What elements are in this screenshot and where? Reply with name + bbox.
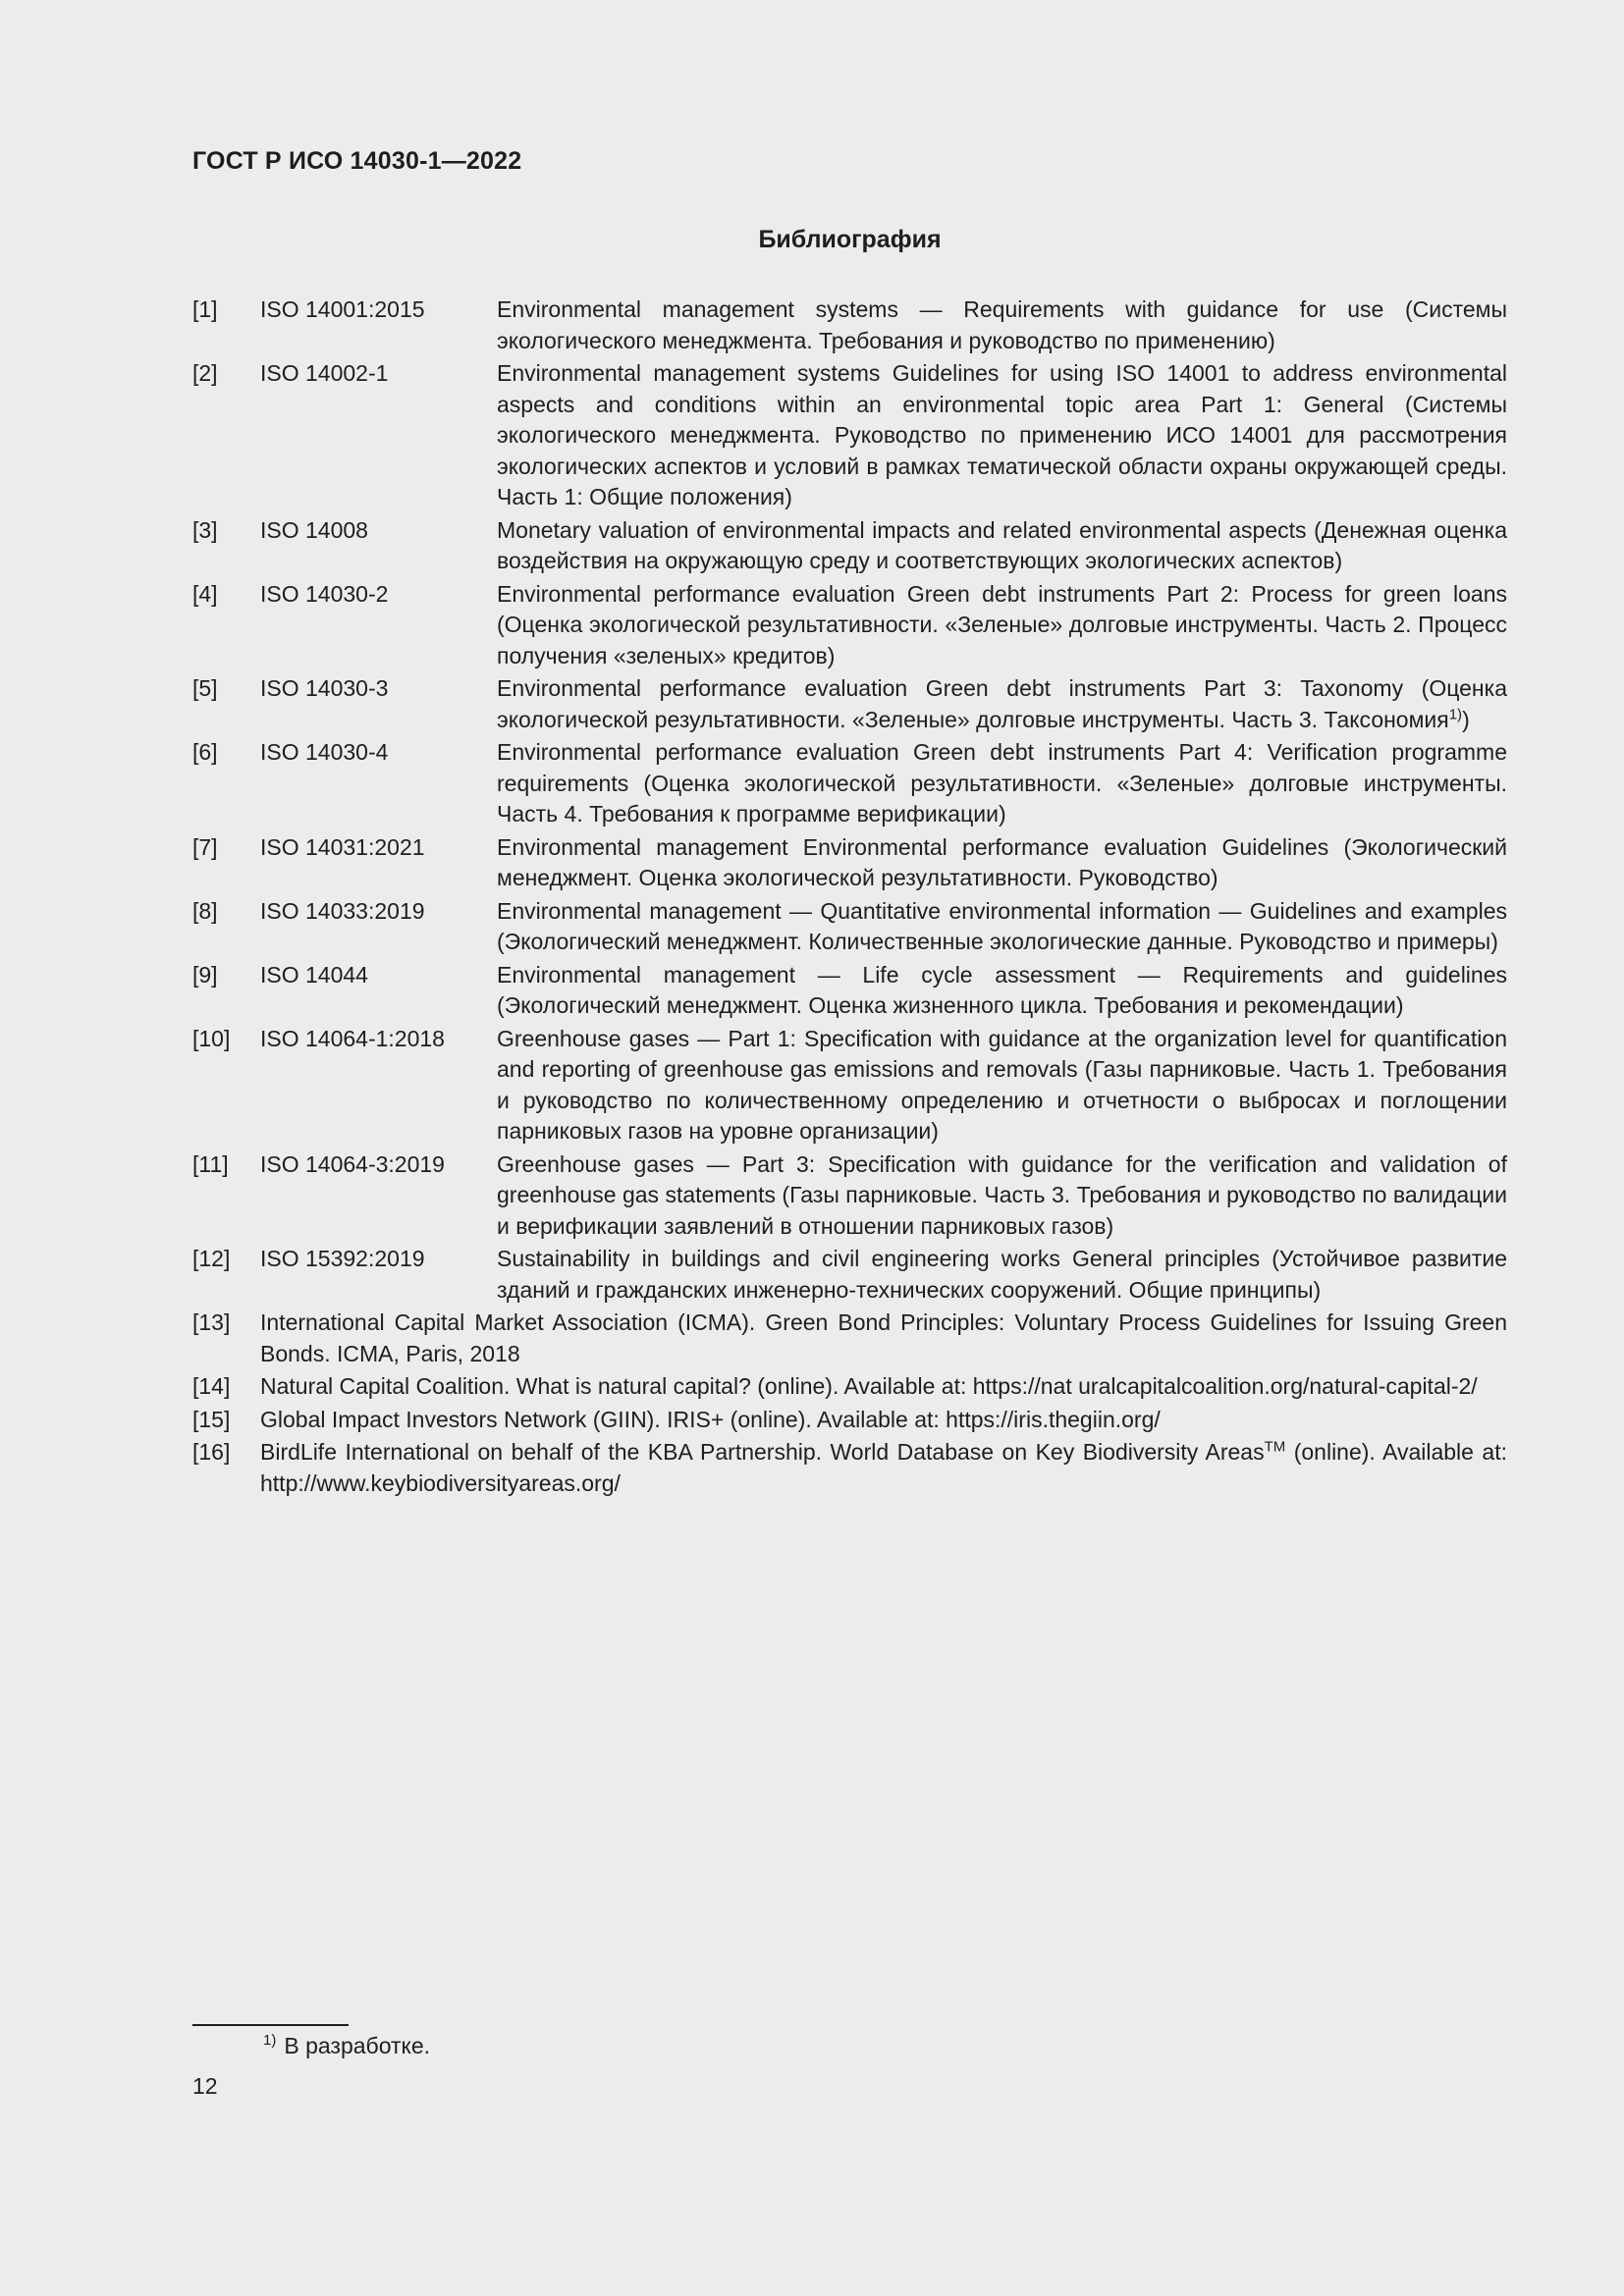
entry-text-container <box>260 1437 1507 1499</box>
entry-code: ISO 14008 <box>260 516 368 543</box>
entry-code: ISO 14001:2015 <box>260 296 425 322</box>
entry-number: [1] <box>192 296 218 322</box>
entry-text: Sustainability in buildings and civil engineering works General principles (Устойчивое развитие зданий и гражданских инженерно-технических сооружений. Общие принципы) <box>497 1246 1507 1303</box>
bibliography-entry <box>192 1405 1507 1436</box>
entry-text: Greenhouse gases — Part 1: Specification with guidance at the organization level for quantification and reporting of greenhouse gas emissions and removals (Газы парниковые. Часть 1. Требования и руководство по количественному определению и отчетности о выбросах и поглощении парниковых газов на уровне организации) <box>497 1025 1507 1144</box>
entry-number: [8] <box>192 897 218 924</box>
entry-number: [15] <box>192 1406 231 1432</box>
entry-code: ISO 14030-3 <box>260 675 389 701</box>
bibliography-entry <box>192 294 1507 356</box>
entry-code: ISO 14002-1 <box>260 360 389 386</box>
bibliography-entry <box>192 673 1507 735</box>
trademark-superscript: TM <box>1264 1438 1286 1456</box>
bibliography-entry <box>192 1024 1507 1148</box>
entry-code: ISO 14064-1:2018 <box>260 1025 445 1051</box>
entry-code: ISO 14033:2019 <box>260 897 425 924</box>
entry-text: Environmental performance evaluation Green debt instruments Part 4: Verification programme requirements (Оценка экологической результативности. «Зеленые» долговые инструменты. Часть 4. Требования к программе верификации) <box>497 739 1507 827</box>
entry-number: [12] <box>192 1246 231 1271</box>
footnote-mark: 1) <box>263 2032 277 2050</box>
entry-text: International Capital Market Association (ICMA). Green Bond Principles: Voluntary Process Guidelines for Issuing Green Bonds. ICMA, Paris, 2018 <box>260 1309 1507 1366</box>
entry-number: [9] <box>192 961 218 988</box>
entry-number: [2] <box>192 360 218 386</box>
bibliography-entry <box>192 737 1507 830</box>
entry-number: [4] <box>192 580 218 607</box>
entry-text: Environmental performance evaluation Green debt instruments Part 3: Taxonomy (Оценка экологической результативности. «Зеленые» долговые инструменты. Часть 3. Таксономия <box>497 675 1507 732</box>
entry-number: [16] <box>192 1439 231 1465</box>
bibliography-entry <box>192 1437 1507 1499</box>
entry-text: BirdLife International on behalf of the KBA Partnership. World Database on Key Biodiversity Areas <box>260 1439 1265 1465</box>
entry-number: [13] <box>192 1309 231 1335</box>
entry-code: ISO 14030-2 <box>260 580 389 607</box>
entry-number: [6] <box>192 739 218 765</box>
bibliography-entry <box>192 1244 1507 1306</box>
entry-text: Global Impact Investors Network (GIIN). IRIS+ (online). Available at: https://iris.thegiin.org/ <box>260 1406 1161 1432</box>
entry-number: [3] <box>192 516 218 543</box>
section-title: Библиография <box>758 226 942 253</box>
entry-text: Environmental management systems Guidelines for using ISO 14001 to address environmental aspects and conditions within an environmental topic area Part 1: General (Системы экологического менеджмента. Руководство по применению ИСО 14001 для рассмотрения экологических аспектов и условий в рамках тематической области охраны окружающей среды. Часть 1: Общие положения) <box>497 360 1507 509</box>
entry-text-tail: ) <box>1462 706 1470 732</box>
entry-text: Greenhouse gases — Part 3: Specification with guidance for the verification and validation of greenhouse gas statements (Газы парниковые. Часть 3. Требования и руководство по валидации и верификации заявлений в отношении парниковых газов) <box>497 1150 1507 1239</box>
entry-text: Natural Capital Coalition. What is natural capital? (online). Available at: https://nat uralcapitalcoalition.org/natural-capital-2/ <box>260 1373 1478 1399</box>
bibliography-entry <box>192 960 1507 1022</box>
entry-code: ISO 14044 <box>260 961 368 988</box>
entry-code: ISO 14064-3:2019 <box>260 1150 445 1177</box>
bibliography-entry <box>192 1371 1507 1403</box>
entry-text-container <box>497 673 1507 735</box>
entry-number: [14] <box>192 1373 231 1399</box>
bibliography-entry <box>192 515 1507 577</box>
footnote-text: В разработке. <box>284 2033 431 2058</box>
entry-number: [5] <box>192 675 218 701</box>
bibliography-list <box>192 294 1507 1501</box>
entry-number: [10] <box>192 1025 231 1051</box>
bibliography-entry <box>192 579 1507 672</box>
entry-code: ISO 14031:2021 <box>260 833 425 860</box>
entry-text: Environmental management — Quantitative environmental information — Guidelines and examples (Экологический менеджмент. Количественные экологические данные. Руководство и примеры) <box>497 897 1507 954</box>
footnote-reference: 1) <box>1448 705 1463 722</box>
entry-number: [11] <box>192 1150 229 1177</box>
entry-code: ISO 14030-4 <box>260 739 389 765</box>
entry-number: [7] <box>192 833 218 860</box>
bibliography-entry <box>192 1149 1507 1243</box>
entry-text: Environmental management — Life cycle assessment — Requirements and guidelines (Экологический менеджмент. Оценка жизненного цикла. Требования и рекомендации) <box>497 961 1507 1018</box>
entry-code: ISO 15392:2019 <box>260 1246 425 1271</box>
entry-text: Environmental management Environmental performance evaluation Guidelines (Экологический менеджмент. Оценка экологической результативности. Руководство) <box>497 833 1507 890</box>
entry-text: Monetary valuation of environmental impacts and related environmental aspects (Денежная оценка воздействия на окружающую среду и соответствующих экологических аспектов) <box>497 516 1507 573</box>
footnote <box>263 2031 430 2062</box>
entry-text: Environmental performance evaluation Green debt instruments Part 2: Process for green loans (Оценка экологической результативности. «Зеленые» долговые инструменты. Часть 2. Процесс получения «зеленых» кредитов) <box>497 580 1507 668</box>
bibliography-entry <box>192 358 1507 513</box>
document-header: ГОСТ Р ИСО 14030-1—2022 <box>192 147 522 175</box>
bibliography-entry <box>192 832 1507 894</box>
footnote-divider <box>192 2024 349 2026</box>
bibliography-entry <box>192 1308 1507 1369</box>
page-number: 12 <box>192 2073 218 2099</box>
entry-text: Environmental management systems — Requirements with guidance for use (Системы экологического менеджмента. Требования и руководство по применению) <box>497 296 1507 353</box>
entry-text-tail: (online). Available at: http://www.keybiodiversityareas.org/ <box>260 1439 1507 1496</box>
bibliography-entry <box>192 896 1507 958</box>
